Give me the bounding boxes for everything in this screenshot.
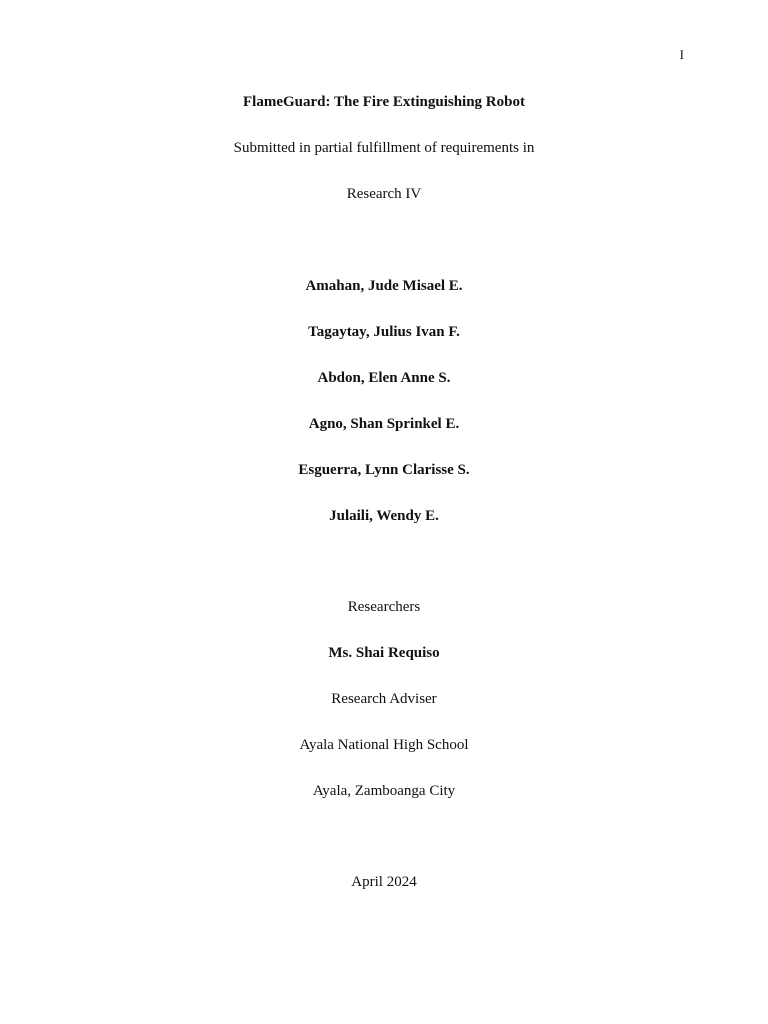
researcher-name: Julaili, Wendy E. — [329, 508, 439, 524]
researcher-name: Abdon, Elen Anne S. — [317, 370, 451, 386]
researcher-name: Tagaytay, Julius Ivan F. — [308, 324, 460, 340]
researcher-name: Agno, Shan Sprinkel E. — [308, 416, 460, 432]
adviser-name: Ms. Shai Requiso — [328, 645, 440, 661]
adviser-label: Research Adviser — [331, 691, 437, 707]
course-name: Research IV — [346, 186, 422, 202]
page-number: I — [679, 47, 684, 62]
submission-date: April 2024 — [351, 874, 417, 890]
school-location: Ayala, Zamboanga City — [312, 783, 456, 799]
researchers-label: Researchers — [347, 599, 421, 615]
school-name: Ayala National High School — [299, 737, 469, 753]
researcher-name: Esguerra, Lynn Clarisse S. — [298, 462, 470, 478]
researcher-name: Amahan, Jude Misael E. — [305, 278, 463, 294]
document-title: FlameGuard: The Fire Extinguishing Robot — [243, 94, 525, 110]
submission-statement: Submitted in partial fulfillment of requirements in — [233, 140, 535, 156]
